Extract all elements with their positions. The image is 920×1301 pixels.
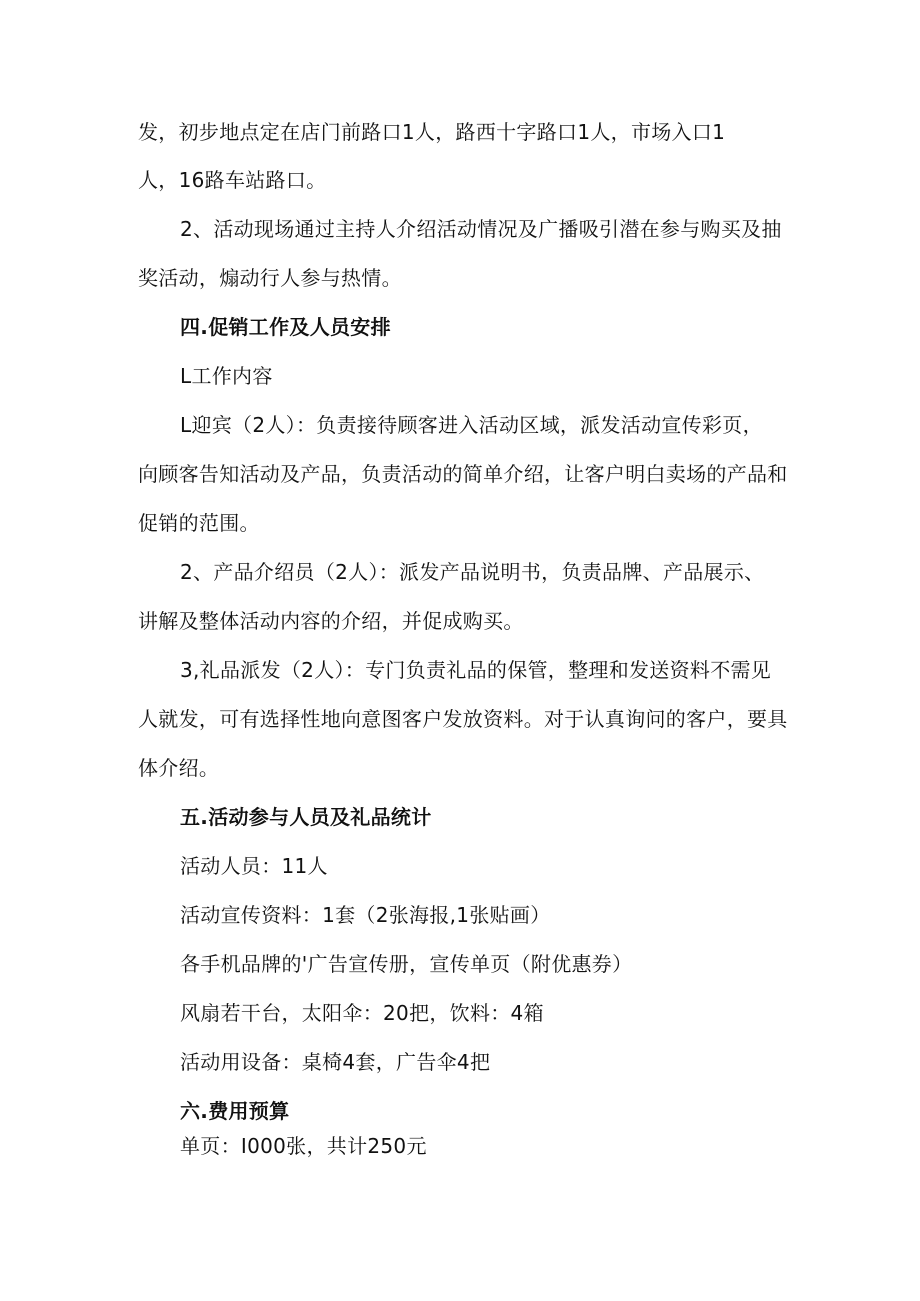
- list-item: 风扇若干台，太阳伞：20把，饮料：4箱: [180, 1001, 544, 1025]
- paragraph-line: 发，初步地点定在店门前路口1人，路西十字路口1人，市场入口1: [138, 120, 726, 144]
- paragraph-line: 体介绍。: [138, 756, 220, 780]
- list-item: 活动宣传资料：1套（2张海报,1张贴画）: [180, 903, 551, 927]
- paragraph-line: 3,礼品派发（2人）：专门负责礼品的保管，整理和发送资料不需见: [180, 658, 772, 682]
- list-item: 单页：I000张，共计250元: [180, 1134, 427, 1158]
- paragraph-line: 2、活动现场通过主持人介绍活动情况及广播吸引潜在参与购买及抽: [180, 217, 782, 241]
- subheading: L工作内容: [180, 364, 273, 388]
- paragraph-line: 奖活动，煽动行人参与热情。: [138, 266, 402, 290]
- section-heading: 四.促销工作及人员安排: [180, 315, 391, 339]
- section-heading: 五.活动参与人员及礼品统计: [180, 805, 432, 829]
- paragraph-line: 向顾客告知活动及产品，负责活动的简单介绍，让客户明白卖场的产品和: [138, 462, 788, 486]
- paragraph-line: 促销的范围。: [138, 511, 260, 535]
- list-item: 活动人员：11人: [180, 854, 328, 878]
- paragraph-line: 人，16路车站路口。: [138, 168, 327, 192]
- paragraph-line: 讲解及整体活动内容的介绍，并促成购买。: [138, 609, 524, 633]
- list-item: 活动用设备：桌椅4套，广告伞4把: [180, 1050, 491, 1074]
- paragraph-line: 2、产品介绍员（2人）：派发产品说明书，负责品牌、产品展示、: [180, 560, 765, 584]
- paragraph-line: L迎宾（2人）：负责接待顾客进入活动区域，派发活动宣传彩页，: [180, 413, 763, 437]
- list-item: 各手机品牌的'广告宣传册，宣传单页（附优惠券）: [180, 952, 633, 976]
- paragraph-line: 人就发，可有选择性地向意图客户发放资料。对于认真询问的客户，要具: [138, 707, 788, 731]
- section-heading: 六.费用预算: [180, 1099, 290, 1123]
